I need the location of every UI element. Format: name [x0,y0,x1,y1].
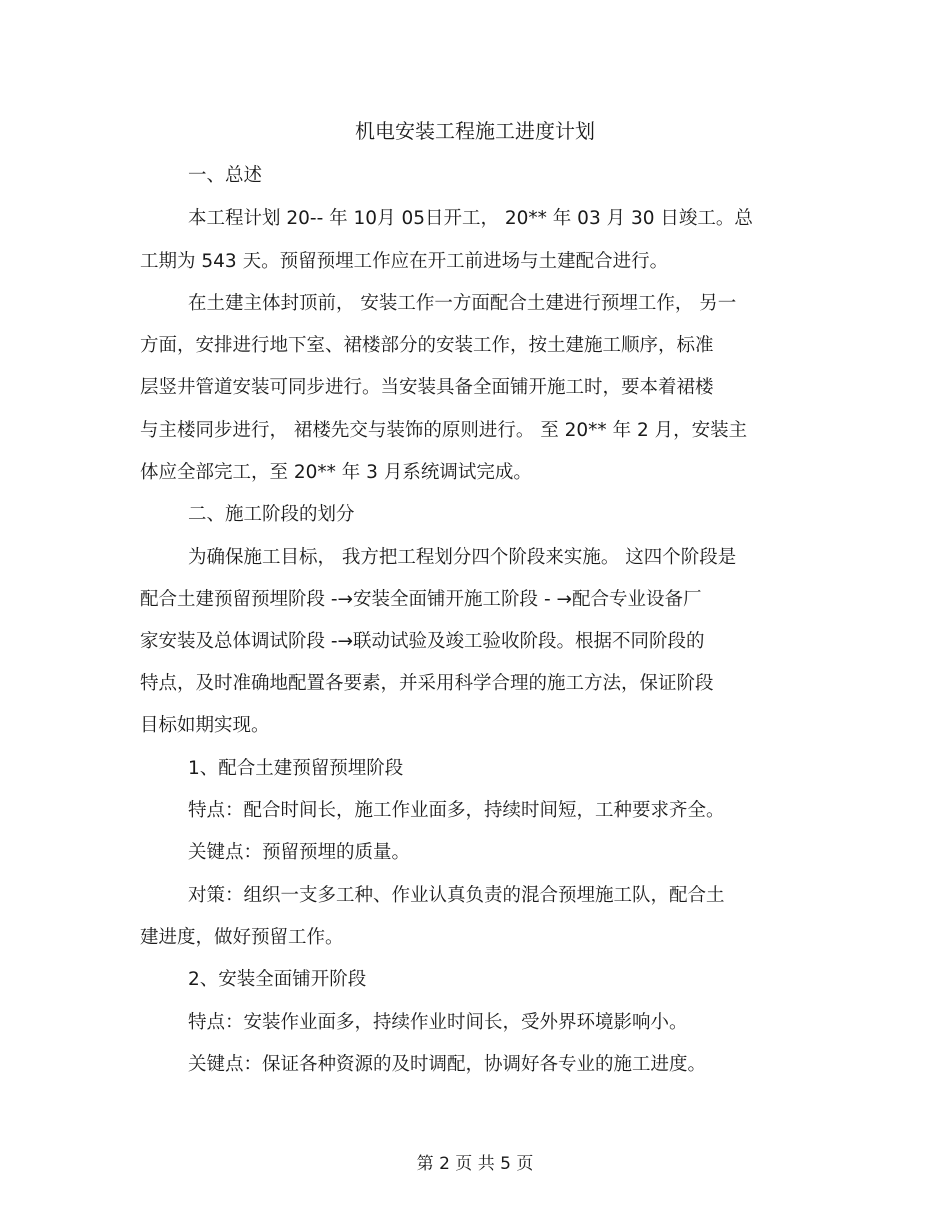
paragraph-line: 方面，安排进行地下室、裙楼部分的安装工作，按土建施工顺序，标准 [140,335,714,356]
paragraph-line: 家安装及总体调试阶段 -→联动试验及竣工验收阶段。根据不同阶段的 [140,631,705,652]
subsection-heading-1: 1、配合土建预留预埋阶段 [188,758,404,779]
paragraph-line: 对策：组织一支多工种、作业认真负责的混合预埋施工队，配合土 [188,885,725,906]
paragraph-line: 特点：配合时间长，施工作业面多，持续时间短，工种要求齐全。 [188,800,725,821]
paragraph-line: 与主楼同步进行， 裙楼先交与装饰的原则进行。 至 20** 年 2 月，安装主 [140,420,748,441]
paragraph-line: 关键点：保证各种资源的及时调配，协调好各专业的施工进度。 [188,1054,707,1075]
subsection-heading-2: 2、安装全面铺开阶段 [188,969,367,990]
paragraph-line: 关键点：预留预埋的质量。 [188,842,411,863]
paragraph-line: 特点，及时准确地配置各要素，并采用科学合理的施工方法，保证阶段 [140,673,714,694]
section-heading-overview: 一、总述 [188,165,263,186]
paragraph-line: 特点：安装作业面多，持续作业时间长，受外界环境影响小。 [188,1012,688,1033]
paragraph-line: 工期为 543 天。预留预埋工作应在开工前进场与土建配合进行。 [140,251,669,272]
paragraph-line: 为确保施工目标， 我方把工程划分四个阶段来实施。 这四个阶段是 [188,547,737,568]
paragraph-line: 目标如期实现。 [140,715,270,736]
section-heading-phases: 二、施工阶段的划分 [188,504,355,525]
paragraph-line: 配合土建预留预埋阶段 -→安装全面铺开施工阶段 - →配合专业设备厂 [140,589,702,610]
paragraph-line: 体应全部完工，至 20** 年 3 月系统调试完成。 [140,462,532,483]
document-title: 机电安装工程施工进度计划 [355,119,595,143]
page-number: 第 2 页 共 5 页 [416,1154,534,1174]
paragraph-line: 本工程计划 20-- 年 10月 05日开工， 20** 年 03 月 30 日竣工。总 [188,208,753,229]
paragraph-line: 建进度，做好预留工作。 [140,927,344,948]
paragraph-line: 层竖井管道安装可同步进行。当安装具备全面铺开施工时，要本着裙楼 [140,377,714,398]
paragraph-line: 在土建主体封顶前， 安装工作一方面配合土建进行预埋工作， 另一 [188,293,737,314]
